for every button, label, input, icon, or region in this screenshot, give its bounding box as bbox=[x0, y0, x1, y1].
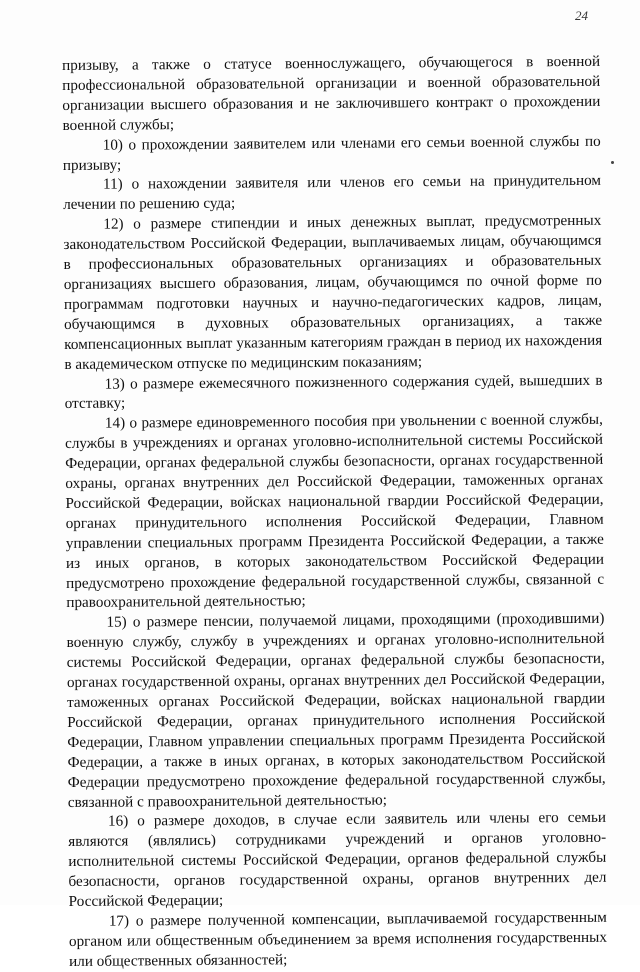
paragraph-item-12: 12) о размере стипендии и иных денежных выплат, предусмотренных законодательством Российской Федерации, выплачиваемых лицам, обучающимся в профессиональных образовательных организациях и образовательных организациях высшего образования, лицам, обучающимся по очной форме по программам подготовки научных и научно-педагогических кадров, лицам, обучающимся в духовных образовательных организациях, а также компенсационных выплат указанным категориям граждан в период их нахождения в академическом отпуске по медицинским показаниям; bbox=[63, 212, 603, 373]
page-number: 24 bbox=[575, 8, 588, 23]
paragraph-item-14: 14) о размере единовременного пособия при увольнении с военной службы, службы в учреждениях и органах уголовно-исполнительной системы Российской Федерации, органах федеральной службы безопасности, органах государственной охраны, органах внутренних дел Российской Федерации, таможенных органах Российской Федерации, войсках национальной гвардии Российской Федерации, органах принудительного исполнения Российской Федерации, Главном управлении специальных программ Президента Российской Федерации, а также из иных органов, в которых законодательством Российской Федерации предусмотрено прохождение федеральной государственной службы, связанной с правоохранительной деятельностью; bbox=[64, 411, 605, 612]
paragraph-item-17: 17) о размере полученной компенсации, выплачиваемой государственным органом или общественным объединением за время исполнения государственных или общественных обязанностей; bbox=[68, 908, 608, 970]
document-body bbox=[62, 52, 607, 972]
paragraph-item-16: 16) о размере доходов, в случае если заявитель или члены его семьи являются (являлись) сотрудниками учреждений и органов уголовно-исполнительной системы Российской Федерации, органов федеральной службы безопасности, органов государственной охраны, органов внутренних дел Российской Федерации; bbox=[68, 809, 607, 911]
paragraph-continuation: призыву, а также о статусе военнослужащего, обучающегося в военной профессиональной образовательной организации и военной образовательной организации высшего образования и не заключившего контракт о прохождении военной службы; bbox=[62, 52, 601, 134]
scan-speck bbox=[611, 161, 614, 164]
paragraph-item-13: 13) о размере ежемесячного пожизненного содержания судей, вышедших в отставку; bbox=[64, 371, 603, 413]
paragraph-item-15: 15) о размере пенсии, получаемой лицами, проходящими (проходившими) военную службу, службу в учреждениях и органах уголовно-исполнительной системы Российской Федерации, органах федеральной службы безопасности, органах государственной охраны, органах внутренних дел Российской Федерации, таможенных органах Российской Федерации, войсках национальной гвардии Российской Федерации, органах принудительного исполнения Российской Федерации, Главном управлении специальных программ Президента Российской Федерации, а также в иных органах, в которых законодательством Российской Федерации предусмотрено прохождение федеральной государственной службы, связанной с правоохранительной деятельностью; bbox=[66, 610, 606, 811]
paragraph-item-10: 10) о прохождении заявителем или членами его семьи военной службы по призыву; bbox=[62, 132, 601, 174]
paragraph-item-11: 11) о нахождении заявителя или членов его семьи на принудительном лечении по решению суда; bbox=[63, 172, 602, 214]
